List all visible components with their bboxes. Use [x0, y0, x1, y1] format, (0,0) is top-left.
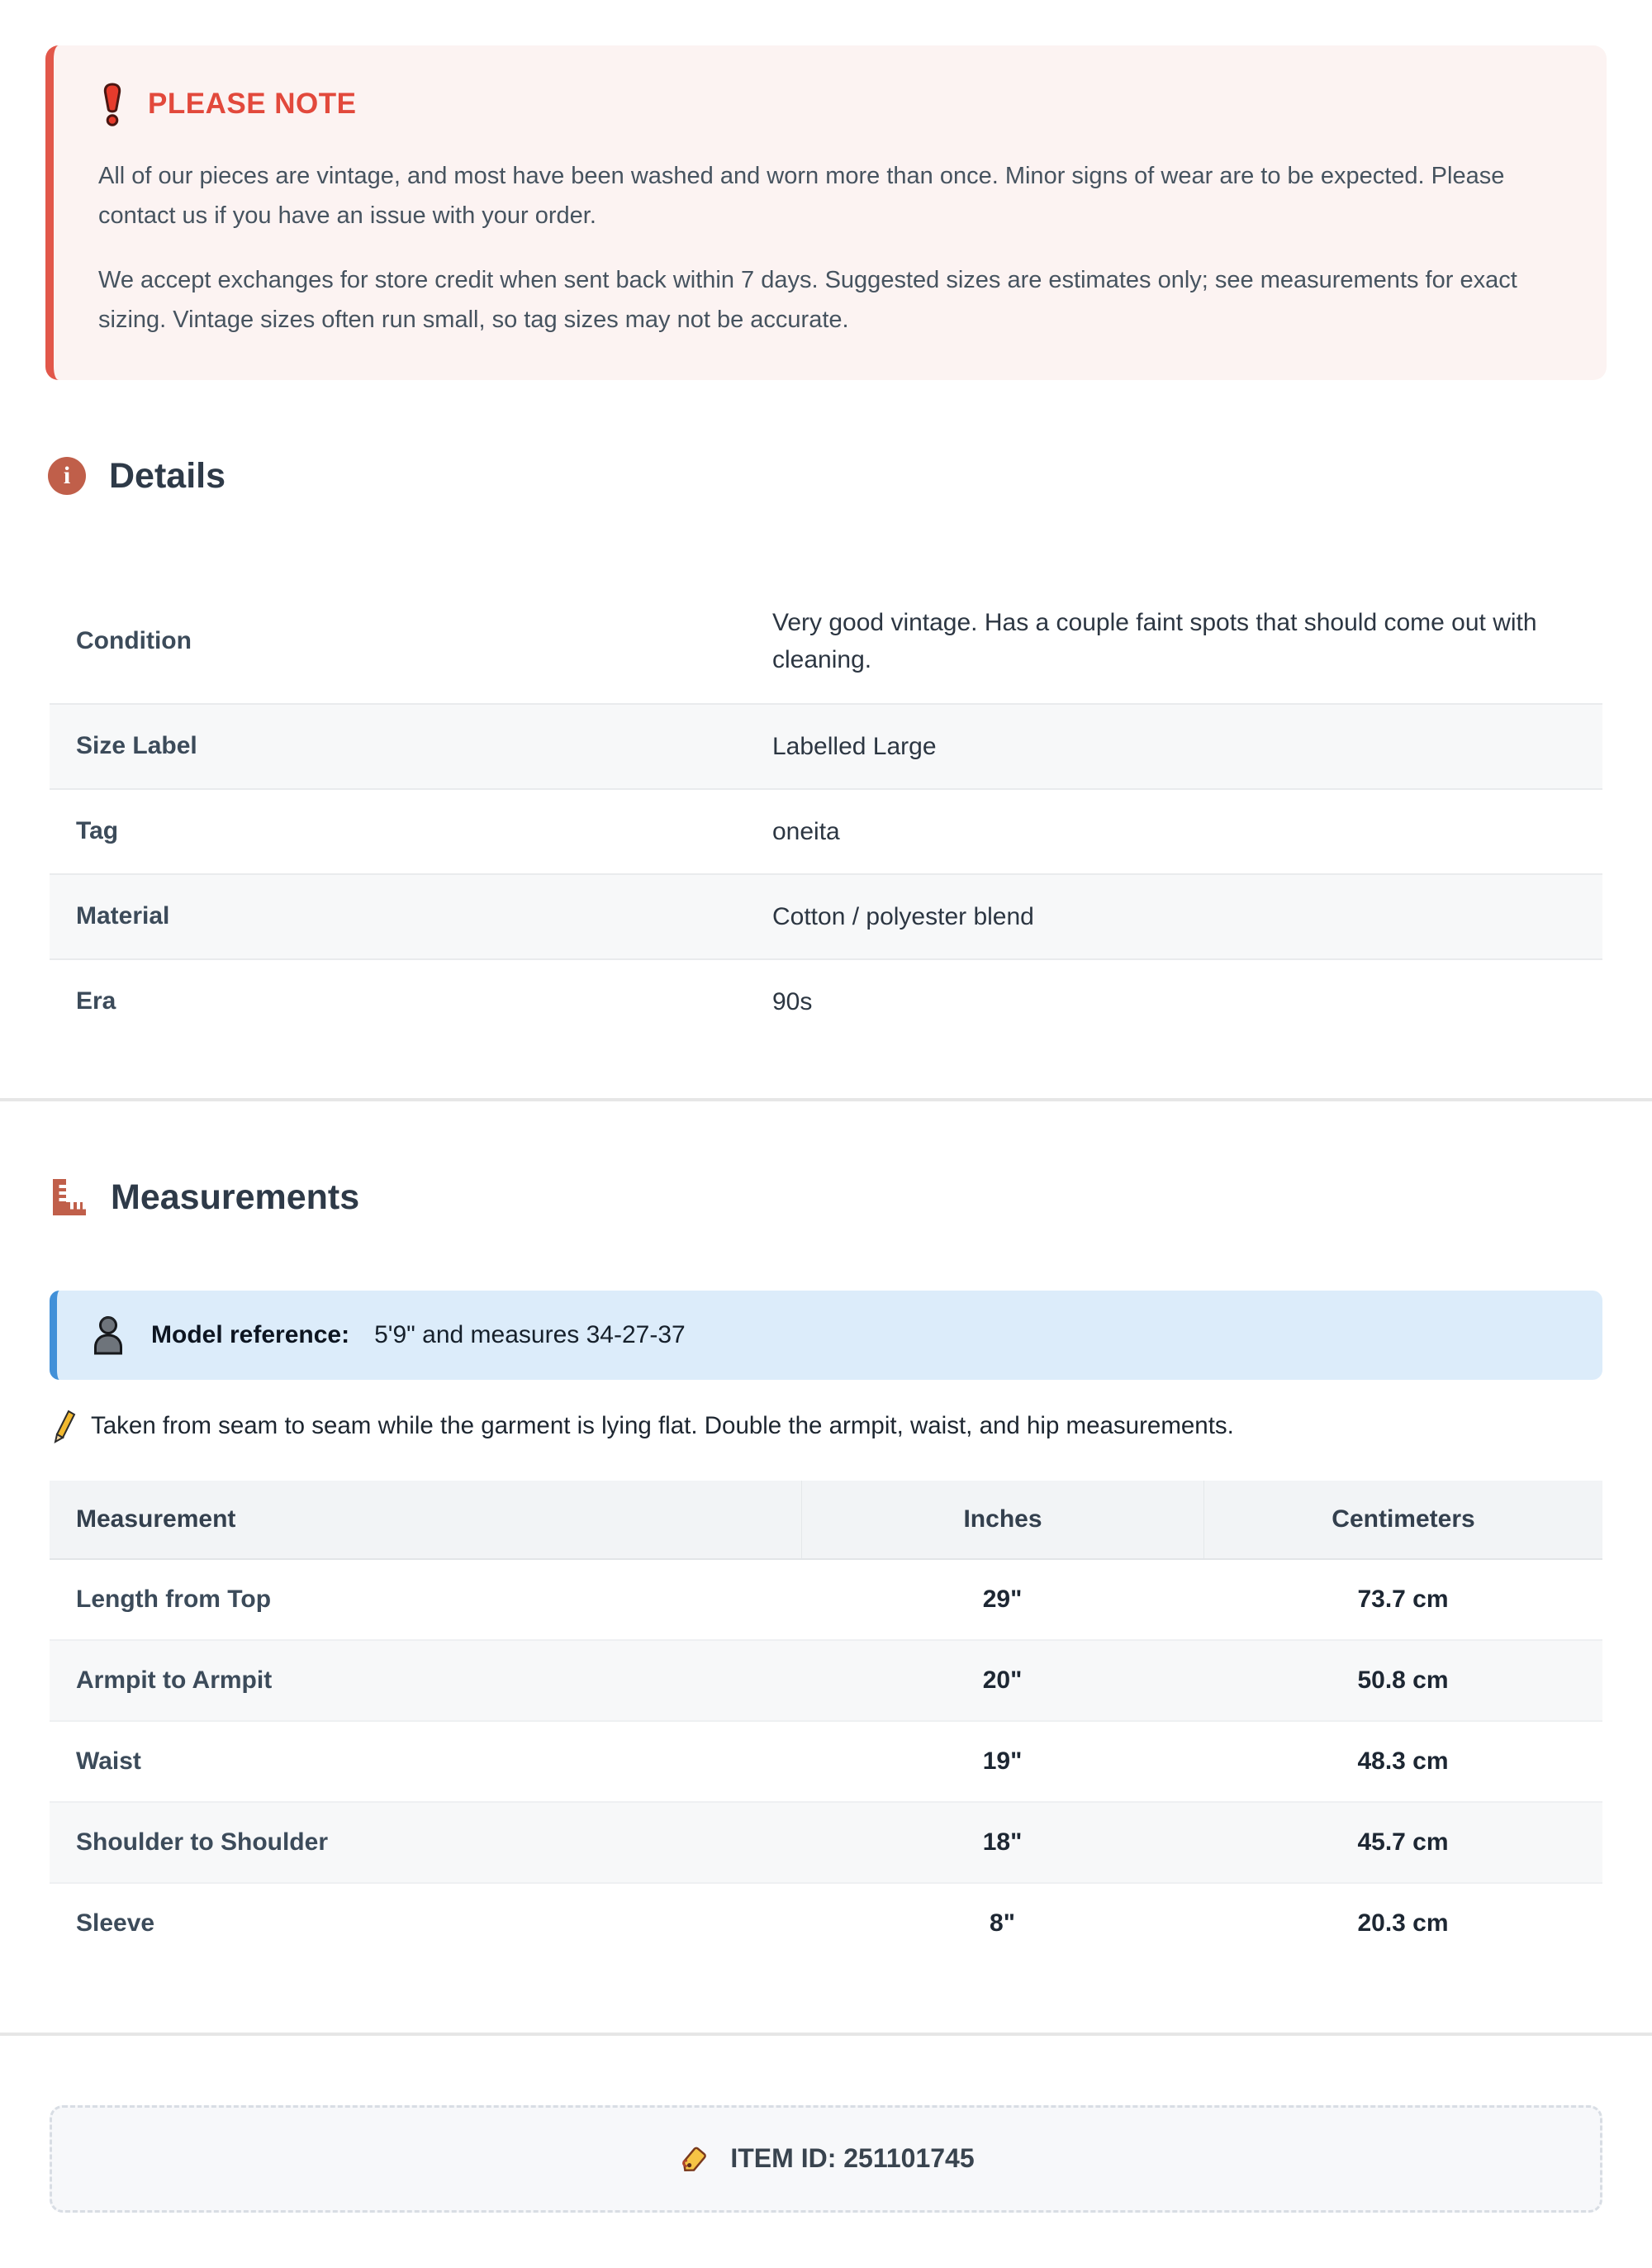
details-title: Details: [109, 455, 226, 496]
column-header-measurement: Measurement: [76, 1505, 236, 1533]
model-reference-label: Model reference:: [151, 1320, 350, 1348]
detail-label: Era: [76, 987, 116, 1015]
column-header-centimeters: Centimeters: [1203, 1481, 1602, 1558]
table-header-row: [50, 1481, 1602, 1560]
table-row: [50, 1801, 1602, 1882]
table-row: [50, 1882, 1602, 1963]
measurements-heading: [48, 1177, 1652, 1218]
alert-paragraph: All of our pieces are vintage, and most have been washed and worn more than once. Minor signs of wear are to be expected. Please contact us if you have an issue with your order.: [98, 163, 1505, 230]
measurement-centimeters: 48.3 cm: [1357, 1747, 1449, 1775]
please-note-title: PLEASE NOTE: [148, 88, 357, 120]
detail-value: oneita: [772, 817, 840, 845]
info-icon: i: [48, 457, 86, 495]
detail-row-size-label: [50, 703, 1602, 790]
detail-value: Very good vintage. Has a couple faint spots that should come out with cleaning.: [772, 608, 1537, 673]
details-list: [50, 579, 1602, 1044]
measurement-centimeters: 20.3 cm: [1357, 1909, 1449, 1937]
table-body: [50, 1560, 1602, 1963]
measurement-inches: 8": [990, 1909, 1015, 1937]
detail-label: Tag: [76, 817, 119, 844]
measurement-centimeters: 50.8 cm: [1357, 1666, 1449, 1694]
detail-value: Labelled Large: [772, 732, 937, 760]
detail-value: Cotton / polyester blend: [772, 902, 1034, 930]
person-icon: [90, 1314, 126, 1357]
measurement-name: Armpit to Armpit: [76, 1666, 273, 1694]
table-row: [50, 1560, 1602, 1639]
measurements-title: Measurements: [111, 1177, 360, 1217]
model-reference-callout: [50, 1291, 1602, 1380]
detail-label: Size Label: [76, 732, 197, 759]
alert-paragraph: We accept exchanges for store credit when sent back within 7 days. Suggested sizes are estimates only; see measurements for exact sizing. Vintage sizes often run small, so tag sizes may not be accurate.: [98, 267, 1517, 334]
measurement-centimeters: 45.7 cm: [1357, 1828, 1449, 1856]
detail-label: Material: [76, 902, 170, 930]
detail-label: Condition: [76, 626, 192, 654]
exclamation-icon: [98, 82, 126, 126]
please-note-heading: [98, 82, 1557, 126]
model-reference-text: 5'9" and measures 34-27-37: [374, 1320, 686, 1348]
measurement-name: Sleeve: [76, 1909, 155, 1937]
item-id-box: [50, 2105, 1602, 2213]
detail-row-era: [50, 960, 1602, 1044]
measurements-table: [50, 1481, 1602, 1963]
section-divider: [0, 2033, 1652, 2036]
ruler-icon: [48, 1177, 88, 1217]
detail-row-tag: [50, 790, 1602, 873]
measurement-inches: 19": [982, 1747, 1023, 1775]
details-heading: [48, 456, 1652, 497]
detail-value: 90s: [772, 987, 813, 1015]
please-note-alert: [45, 45, 1607, 380]
measurement-note: [51, 1408, 1602, 1444]
column-header-inches: Inches: [801, 1481, 1203, 1558]
item-id-text: ITEM ID: 251101745: [730, 2143, 975, 2173]
measurement-name: Waist: [76, 1747, 141, 1775]
measurement-name: Shoulder to Shoulder: [76, 1828, 328, 1856]
detail-row-condition: [50, 579, 1602, 703]
measurement-name: Length from Top: [76, 1585, 272, 1613]
section-divider: [0, 1098, 1652, 1101]
table-row: [50, 1720, 1602, 1801]
measurement-inches: 29": [982, 1585, 1023, 1613]
table-row: [50, 1639, 1602, 1720]
pencil-icon: [51, 1408, 78, 1444]
measurement-centimeters: 73.7 cm: [1357, 1585, 1449, 1613]
tag-icon: [677, 2141, 712, 2177]
measurement-note-text: Taken from seam to seam while the garment is lying flat. Double the armpit, waist, and hip measurements.: [91, 1411, 1234, 1439]
measurement-inches: 18": [982, 1828, 1023, 1856]
measurement-inches: 20": [982, 1666, 1023, 1694]
detail-row-material: [50, 873, 1602, 960]
